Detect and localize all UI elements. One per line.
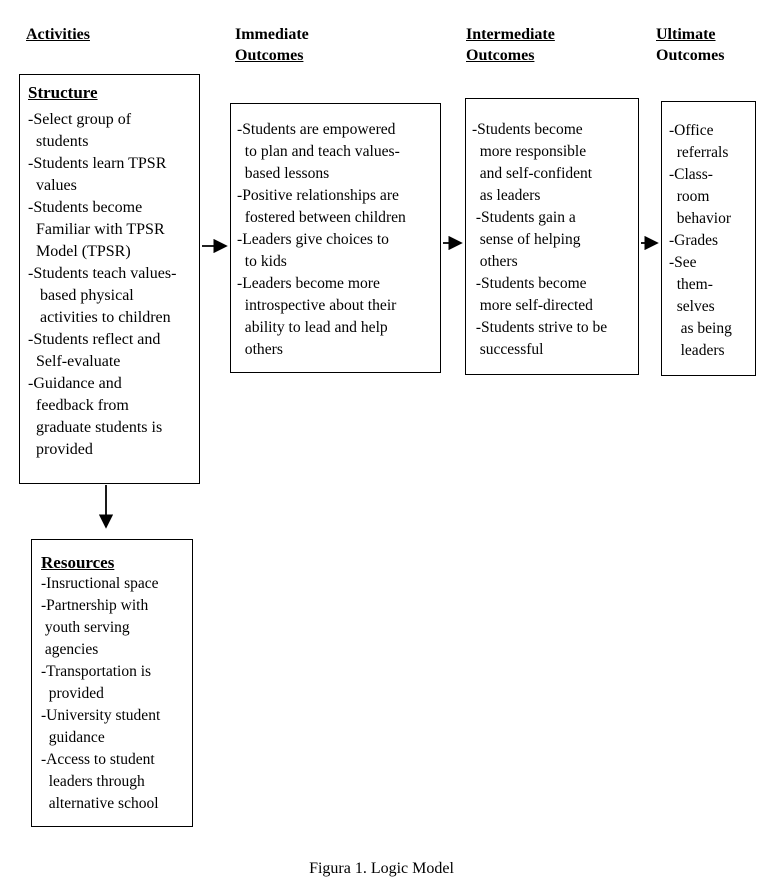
list-line: -Positive relationships are [237, 187, 399, 204]
list-line: provided [28, 441, 93, 458]
list-line: -Access to student [41, 751, 155, 768]
list-line: -Grades [669, 232, 719, 249]
list-line: graduate students is [28, 419, 163, 436]
list-line: agencies [41, 641, 99, 658]
list-line: them- [669, 276, 713, 293]
resources-title: Resources [41, 553, 115, 572]
header-activities-line-1: Activities [26, 26, 90, 43]
list-line: others [472, 253, 518, 270]
list-line: as being [669, 320, 732, 337]
list-line: -Students are empowered [237, 121, 396, 138]
list-line: to plan and teach values- [237, 143, 400, 160]
list-line: -Students teach values- [28, 265, 177, 282]
list-line: alternative school [41, 795, 159, 812]
structure-title: Structure [28, 83, 98, 102]
list-line: behavior [669, 210, 731, 227]
list-line: leaders [669, 342, 725, 359]
list-line: selves [669, 298, 715, 315]
list-line: sense of helping [472, 231, 581, 248]
list-line: -Class- [669, 166, 713, 183]
list-line: students [28, 133, 89, 150]
list-line: -Students become [28, 199, 143, 216]
list-line: -Insructional space [41, 575, 159, 592]
list-line: -Transportation is [41, 663, 152, 680]
list-line: based physical [28, 287, 134, 304]
list-line: -Students become [472, 121, 583, 138]
list-line: ability to lead and help [237, 319, 388, 336]
list-line: others [237, 341, 283, 358]
list-line: youth serving [41, 619, 130, 636]
list-line: -Students learn TPSR [28, 155, 167, 172]
list-line: Model (TPSR) [28, 243, 131, 260]
list-line: activities to children [28, 309, 171, 326]
header-ultimate-line-2: Outcomes [656, 47, 725, 64]
header-ultimate-line-1: Ultimate [656, 26, 716, 43]
list-line: -Office [669, 122, 714, 139]
list-line: more responsible [472, 143, 587, 160]
list-line: referrals [669, 144, 729, 161]
list-line: feedback from [28, 397, 129, 414]
list-line: -Students strive to be [472, 319, 608, 336]
list-line: -Partnership with [41, 597, 149, 614]
header-intermediate-line-2: Outcomes [466, 47, 535, 64]
list-line: Self-evaluate [28, 353, 121, 370]
list-line: Familiar with TPSR [28, 221, 165, 238]
list-line: introspective about their [237, 297, 397, 314]
list-line: values [28, 177, 77, 194]
header-intermediate-line-1: Intermediate [466, 26, 555, 43]
list-line: successful [472, 341, 544, 358]
header-immediate-line-1: Immediate [235, 26, 309, 43]
list-line: guidance [41, 729, 105, 746]
list-line: as leaders [472, 187, 541, 204]
list-line: -Select group of [28, 111, 132, 128]
list-line: more self-directed [472, 297, 593, 314]
list-line: and self-confident [472, 165, 593, 182]
list-line: -Students reflect and [28, 331, 161, 348]
list-line: -See [669, 254, 697, 271]
list-line: fostered between children [237, 209, 406, 226]
header-immediate-line-2: Outcomes [235, 47, 304, 64]
list-line: provided [41, 685, 104, 702]
list-line: -Leaders give choices to [237, 231, 389, 248]
figure-caption: Figura 1. Logic Model [309, 860, 454, 877]
list-line: -Students become [472, 275, 587, 292]
list-line: based lessons [237, 165, 330, 182]
list-line: -Students gain a [472, 209, 576, 226]
list-line: to kids [237, 253, 287, 270]
list-line: -Guidance and [28, 375, 122, 392]
list-line: room [669, 188, 710, 205]
list-line: -Leaders become more [237, 275, 380, 292]
list-line: -University student [41, 707, 161, 724]
list-line: leaders through [41, 773, 145, 790]
